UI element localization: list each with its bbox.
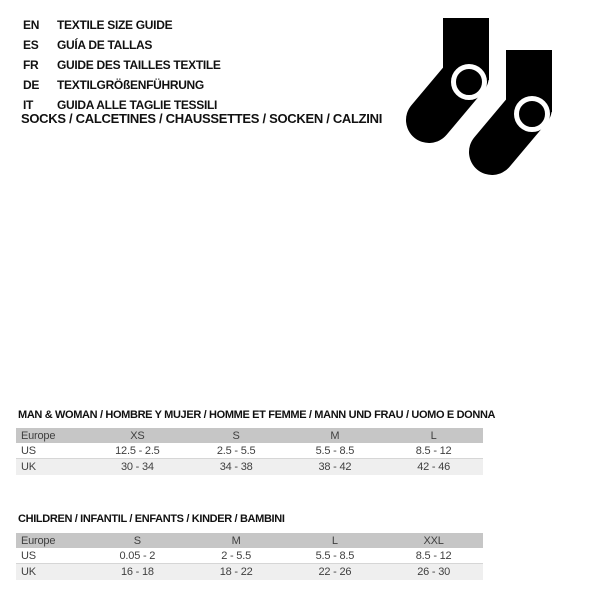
size-cell: 0.05 - 2 [119, 549, 156, 562]
language-label: GUÍA DE TALLAS [57, 38, 153, 52]
size-cell: 18 - 22 [219, 566, 253, 578]
row-label: US [21, 444, 36, 457]
sock-shape [429, 18, 489, 120]
size-cell: 2 - 5.5 [221, 549, 252, 562]
table-row [16, 459, 483, 475]
column-header: M [330, 429, 340, 442]
size-cell: 12.5 - 2.5 [115, 444, 160, 457]
size-cell: 5.5 - 8.5 [315, 549, 355, 562]
language-label: GUIDA ALLE TAGLIE TESSILI [57, 98, 218, 112]
language-row [23, 55, 221, 75]
table-title-man-woman: MAN & WOMAN / HOMBRE Y MUJER / HOMME ET FEMME / MANN UND FRAU / UOMO E DONNA [18, 409, 496, 421]
column-header: S [232, 429, 240, 442]
size-cell: 26 - 30 [417, 566, 451, 578]
language-label: TEXTILGRÖßENFÜHRUNG [57, 78, 204, 92]
table-title-children: CHILDREN / INFANTIL / ENFANTS / KINDER / BAMBINI [18, 513, 285, 525]
column-header: L [331, 534, 338, 547]
row-label: UK [21, 461, 36, 473]
language-label: TEXTILE SIZE GUIDE [57, 18, 173, 32]
language-row [23, 15, 221, 35]
size-table-man-woman [16, 428, 483, 475]
size-cell: 42 - 46 [417, 461, 451, 473]
column-header: S [133, 534, 141, 547]
language-guide-list [23, 15, 221, 115]
column-header: Europe [21, 429, 56, 442]
category-title: SOCKS / CALCETINES / CHAUSSETTES / SOCKEN / CALZINI [21, 111, 383, 126]
table-header-row [16, 533, 483, 548]
size-table-children [16, 533, 483, 580]
size-cell: 30 - 34 [120, 461, 154, 473]
size-cell: 38 - 42 [318, 461, 352, 473]
row-label: US [21, 549, 36, 562]
table-header-row [16, 428, 483, 443]
size-cell: 8.5 - 12 [415, 444, 452, 457]
language-code: IT [23, 98, 34, 112]
language-code: ES [23, 38, 39, 52]
size-cell: 34 - 38 [219, 461, 253, 473]
language-row [23, 35, 221, 55]
column-header: L [430, 429, 437, 442]
size-cell: 5.5 - 8.5 [315, 444, 355, 457]
language-code: FR [23, 58, 39, 72]
table-row [16, 548, 483, 564]
language-code: EN [23, 18, 40, 32]
column-header: XS [130, 429, 145, 442]
language-code: DE [23, 78, 40, 92]
size-cell: 16 - 18 [120, 566, 154, 578]
column-header: XXL [423, 534, 444, 547]
column-header: Europe [21, 534, 56, 547]
language-label: GUIDE DES TAILLES TEXTILE [57, 58, 221, 72]
socks-icon [393, 8, 563, 180]
size-cell: 2.5 - 5.5 [216, 444, 256, 457]
row-label: UK [21, 566, 36, 578]
language-row [23, 75, 221, 95]
table-row [16, 564, 483, 580]
size-cell: 22 - 26 [318, 566, 352, 578]
table-row [16, 443, 483, 459]
column-header: M [231, 534, 241, 547]
sock-shape [492, 50, 552, 152]
size-cell: 8.5 - 12 [415, 549, 452, 562]
